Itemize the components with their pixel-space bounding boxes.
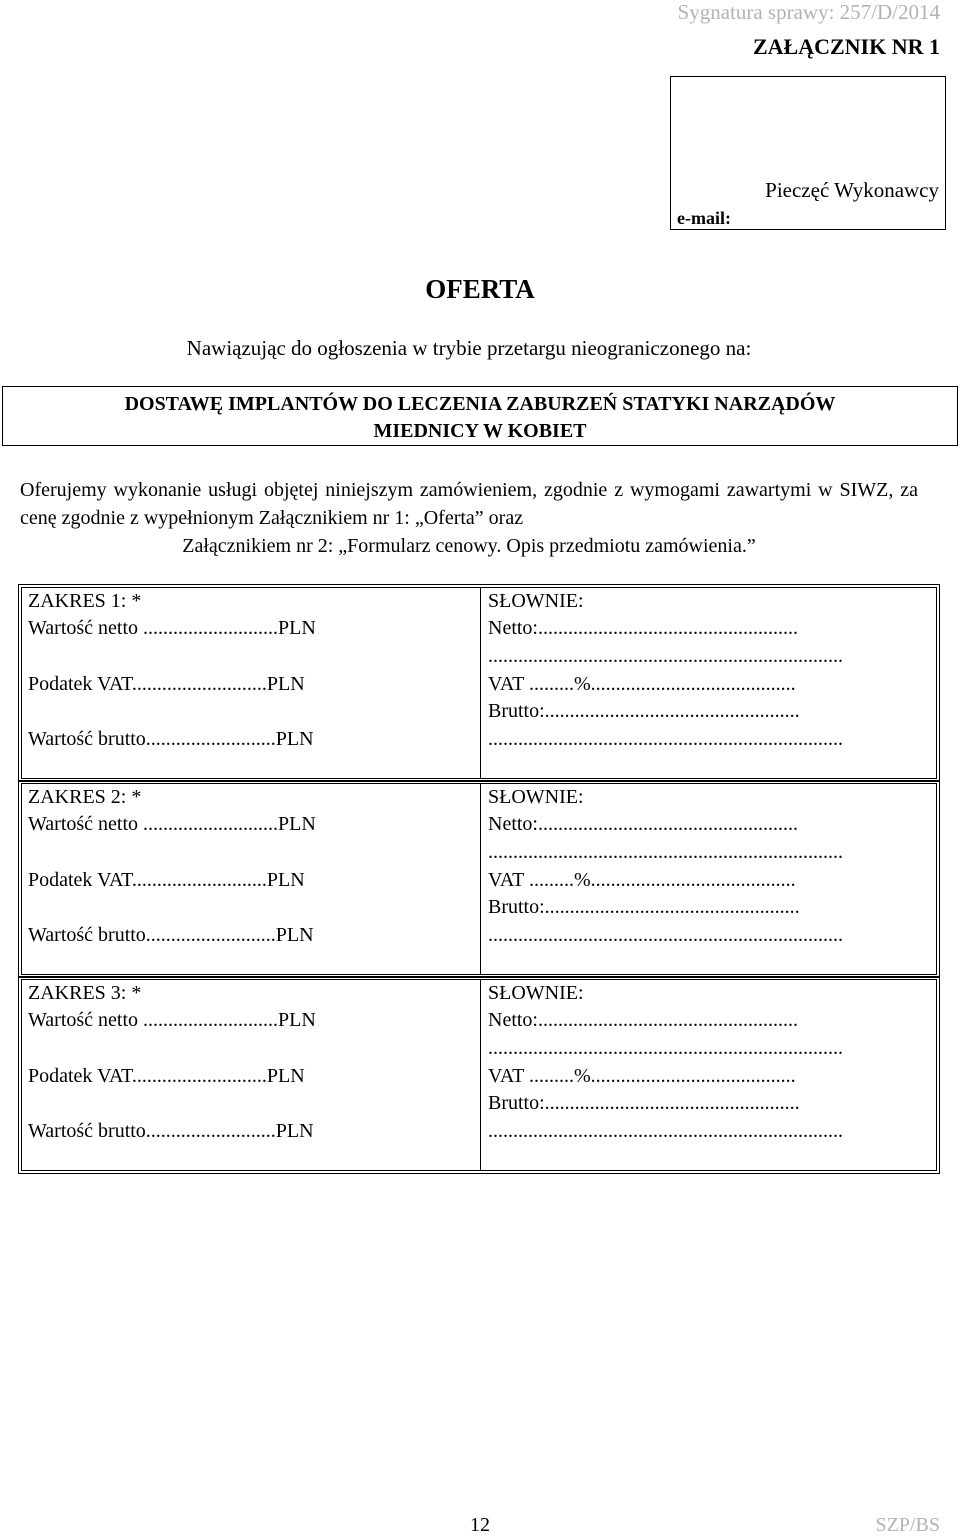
gross-value-field: Wartość brutto..........................PLN — [28, 1120, 314, 1142]
words-vat-field: VAT .........%......................................... — [488, 1065, 796, 1087]
vat-value-field: Podatek VAT...........................PLN — [28, 1065, 305, 1087]
net-value-field: Wartość netto ...........................PLN — [28, 1009, 316, 1031]
offer-paragraph-main: Oferujemy wykonanie usługi objętej niniejszym zamówieniem, zgodnie z wymogami zawartymi w SIWZ, za cenę zgodnie z wypełnionym Załącznikiem nr 1: „Oferta” oraz — [20, 479, 918, 529]
zakres-2-inner — [21, 783, 937, 975]
words-dots-line: ....................................................................... — [488, 1120, 843, 1142]
subject-box — [2, 386, 958, 446]
stamp-label: Pieczęć Wykonawcy — [765, 178, 939, 202]
zakres-title: ZAKRES 3: * — [28, 982, 142, 1004]
vat-value-field: Podatek VAT...........................PLN — [28, 869, 305, 891]
in-words-title: SŁOWNIE: — [488, 590, 584, 612]
words-dots-line: ....................................................................... — [488, 924, 843, 946]
words-dots-line: ....................................................................... — [488, 728, 843, 750]
intro-text: Nawiązując do ogłoszenia w trybie przetargu nieograniczonego na: — [186, 336, 752, 360]
words-gross-field: Brutto:................................................... — [488, 1092, 800, 1114]
page-number: 12 — [470, 1514, 490, 1536]
words-gross-field: Brutto:................................................... — [488, 700, 800, 722]
words-net-field: Netto:.................................................... — [488, 617, 798, 639]
words-net-field: Netto:.................................................... — [488, 813, 798, 835]
vat-value-field: Podatek VAT...........................PLN — [28, 673, 305, 695]
words-vat-field: VAT .........%......................................... — [488, 869, 796, 891]
zakres-title: ZAKRES 2: * — [28, 786, 142, 808]
net-value-field: Wartość netto ...........................PLN — [28, 813, 316, 835]
offer-paragraph — [20, 476, 918, 560]
footer-initials: SZP/BS — [875, 1514, 940, 1536]
zakres-1-box — [18, 584, 940, 782]
words-net-field: Netto:.................................................... — [488, 1009, 798, 1031]
words-gross-field: Brutto:................................................... — [488, 896, 800, 918]
zakres-1-inner — [21, 587, 937, 779]
gross-value-field: Wartość brutto..........................PLN — [28, 924, 314, 946]
in-words-title: SŁOWNIE: — [488, 786, 584, 808]
column-divider — [480, 784, 481, 974]
in-words-title: SŁOWNIE: — [488, 982, 584, 1004]
case-signature: Sygnatura sprawy: 257/D/2014 — [677, 0, 940, 24]
words-vat-field: VAT .........%......................................... — [488, 673, 796, 695]
zakres-3-box — [18, 976, 940, 1174]
zakres-3-inner — [21, 979, 937, 1171]
zakres-title: ZAKRES 1: * — [28, 590, 142, 612]
words-dots-line: ....................................................................... — [488, 645, 843, 667]
subject-line-1: DOSTAWĘ IMPLANTÓW DO LECZENIA ZABURZEŃ STATYKI NARZĄDÓW — [124, 393, 836, 415]
zakres-2-box — [18, 780, 940, 978]
email-label: e-mail: — [677, 208, 731, 228]
subject-line-2: MIEDNICY W KOBIET — [373, 420, 587, 442]
contractor-stamp-box — [670, 76, 946, 230]
words-dots-line: ....................................................................... — [488, 1037, 843, 1059]
column-divider — [480, 588, 481, 778]
column-divider — [480, 980, 481, 1170]
page-title: OFERTA — [425, 274, 535, 304]
attachment-heading: ZAŁĄCZNIK NR 1 — [752, 34, 940, 59]
offer-paragraph-end: Załącznikiem nr 2: „Formularz cenowy. Opis przedmiotu zamówienia.” — [182, 535, 756, 557]
net-value-field: Wartość netto ...........................PLN — [28, 617, 316, 639]
words-dots-line: ....................................................................... — [488, 841, 843, 863]
gross-value-field: Wartość brutto..........................PLN — [28, 728, 314, 750]
